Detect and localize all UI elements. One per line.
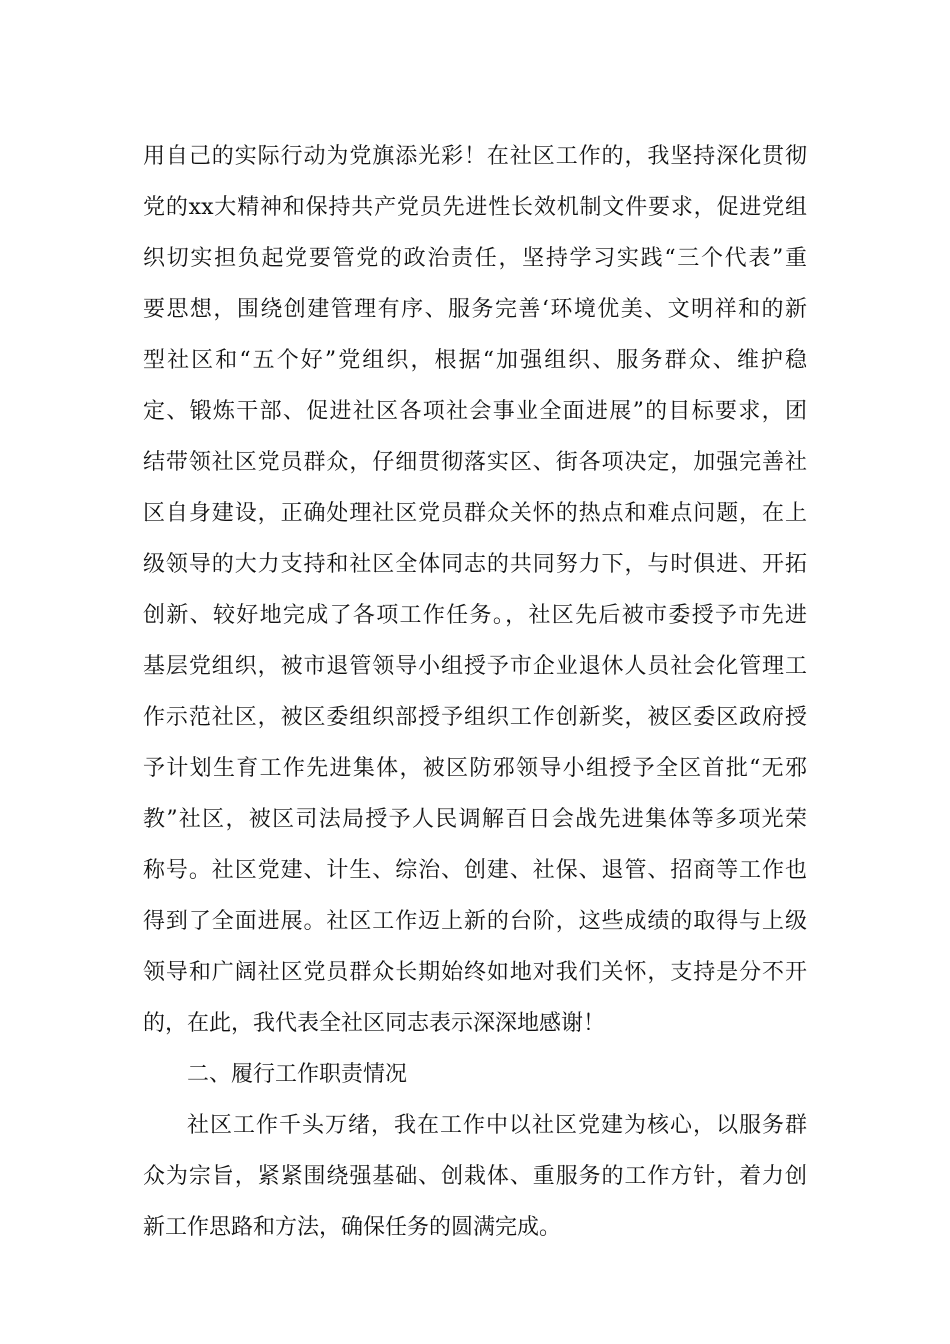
- paragraph-line: 区自身建设，正确处理社区党员群众关怀的热点和难点问题，在上: [143, 501, 807, 526]
- paragraph-line: 得到了全面进展。社区工作迈上新的台阶，这些成绩的取得与上级: [143, 909, 807, 934]
- paragraph-line: 作示范社区，被区委组织部授予组织工作创新奖，被区委区政府授: [143, 705, 807, 730]
- paragraph-2: [143, 1100, 807, 1253]
- paragraph-line: 基层党组织，被市退管领导小组授予市企业退休人员社会化管理工: [143, 654, 807, 679]
- paragraph-line: 新工作思路和方法，确保任务的圆满完成。: [143, 1215, 562, 1240]
- paragraph-line: 教”社区，被区司法局授予人民调解百日会战先进集体等多项光荣: [143, 807, 807, 832]
- paragraph-line: 予计划生育工作先进集体，被区防邪领导小组授予全区首批“无邪: [143, 756, 807, 781]
- paragraph-1: [143, 131, 807, 1049]
- paragraph-line: 社区工作千头万绪，我在工作中以社区党建为核心，以服务群: [187, 1113, 807, 1138]
- section-heading: 二、履行工作职责情况: [187, 1062, 408, 1087]
- paragraph-line: 创新、较好地完成了各项工作任务。，社区先后被市委授予市先进: [143, 603, 807, 628]
- paragraph-line: 用自己的实际行动为党旗添光彩！在社区工作的，我坚持深化贯彻: [143, 144, 807, 169]
- paragraph-line: 结带领社区党员群众，仔细贯彻落实区、街各项决定，加强完善社: [143, 450, 807, 475]
- paragraph-line: 织切实担负起党要管党的政治责任，坚持学习实践“三个代表”重: [143, 246, 807, 271]
- paragraph-line: 定、锻炼干部、促进社区各项社会事业全面进展”的目标要求，团: [143, 399, 807, 424]
- paragraph-line: 称号。社区党建、计生、综治、创建、社保、退管、招商等工作也: [143, 858, 807, 883]
- paragraph-line: 要思想，围绕创建管理有序、服务完善‘环境优美、文明祥和的新: [143, 297, 807, 322]
- paragraph-line: 型社区和“五个好”党组织，根据“加强组织、服务群众、维护稳: [143, 348, 807, 373]
- document-body: [143, 131, 807, 1253]
- paragraph-line: 级领导的大力支持和社区全体同志的共同努力下，与时俱进、开拓: [143, 552, 807, 577]
- paragraph-line: 党的xx大精神和保持共产党员先进性长效机制文件要求，促进党组: [143, 195, 807, 220]
- paragraph-line: 领导和广阔社区党员群众长期始终如地对我们关怀，支持是分不开: [143, 960, 807, 985]
- paragraph-line: 众为宗旨，紧紧围绕强基础、创栽体、重服务的工作方针，着力创: [143, 1164, 807, 1189]
- paragraph-line: 的，在此，我代表全社区同志表示深深地感谢！: [143, 1011, 606, 1036]
